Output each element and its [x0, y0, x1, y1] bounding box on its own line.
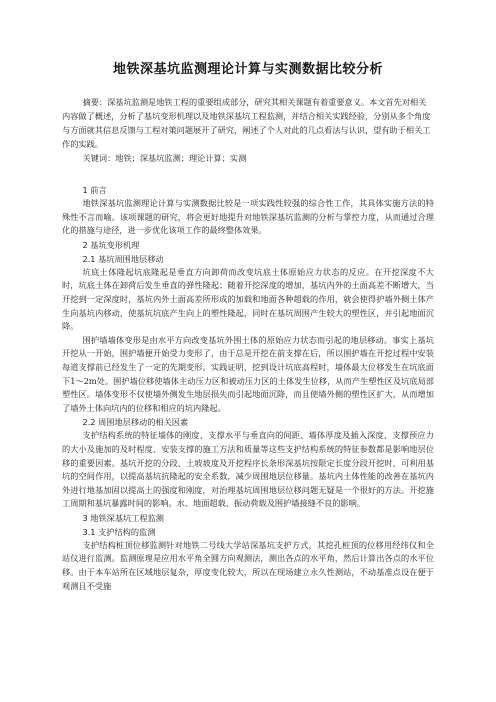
section-heading: 2.2 周围地层移动的相关因素	[82, 417, 189, 428]
section-heading: 3 地铁深基坑工程监测	[82, 512, 164, 523]
paragraph: 地铁深基坑监测理论计算与实测数据比较是一项实践性较强的综合性工作，其具体实施方法的特殊性不言而喻。该项课题的研究，将会更好地提升对地铁深基坑监测的分析与掌控力度，从而通过合理化的措施与途径，进一步优化该项工作的最终整体效果。	[62, 198, 434, 236]
paragraph: 支护结构系统的特征墙体的刚度、支撑水平与垂直向的间距、墙体厚度及插入深度、支撑预应力的大小及施加的及时程度、安装支撑的施工方法和质量等这些支护结构系统的特征参数都是影响地层位移的重要因素。基坑开挖的分段、土坡坡度及开挖程序长条形深基坑按限定长度分段开挖时，可利用基坑的空间作用，以提高基坑抗隆起的安全系数，减少周围地层位移量。基坑内土体性能的改善在基坑内外进行地基加固以提高土的强度和刚度，对治理基坑周围地层位移问题无疑是一个很好的方法。开挖施工周期和基坑暴露时间的影响。水、地面超载、振动荷载及围护墙接缝不良的影响。	[62, 430, 434, 509]
paragraph: 支护结构桩顶位移监测针对地铁二号线大学站深基坑支护方式，其挖孔桩顶的位移用经纬仪和全站仪进行监测。监测原理是应用水平角全圆方向观测法，测出各点的水平角，然后计算出各点的水平位移。由于本车站所在区域地层复杂，厚度变化较大，所以在现场建立永久性测站，不动基准点设在便于观测且不受施	[62, 539, 434, 591]
paper-body	[62, 183, 434, 593]
keywords: 关键词：地铁；深基坑监测；理论计算；实测	[82, 153, 247, 163]
section-heading: 3.1 支护结构的监测	[82, 526, 156, 537]
paragraph: 围护墙墙体变形是由水平方向改变基坑外围土体的原始应力状态而引起的地层移动。事实上基坑开挖从一开始，围护墙便开始受力变形了，由于总是开挖在前支撑在后，所以围护墙在开挖过程中安装每道支撑前已经发生了一定的先期变形。实践证明，挖到设计坑底高程时，墙体最大位移发生在坑底面下1～2m处。围护墙位移使墙体主动压力区和被动压力区的土体发生位移，从而产生塑性区及坑底局部塑性区。墙体变形不仅使墙外侧发生地层损失而引起地面沉降，而且使墙外侧的塑性区扩大，从而增加了墙外土体向坑内的位移和相应的坑内隆起。	[62, 334, 434, 413]
section-heading: 2 基坑变形机理	[82, 239, 140, 250]
section-heading: 2.1 基坑周围地层移动	[82, 253, 164, 264]
paper-title: 地铁深基坑监测理论计算与实测数据比较分析	[112, 62, 383, 77]
paragraph: 坑底土体隆起坑底隆起是垂直方向卸荷而改变坑底土体原始应力状态的反应。在开挖深度不大时，坑底土体在卸荷后发生垂直的弹性隆起；随着开挖深度的增加，基坑内外的土面高差不断增大，当开挖到一定深度时，基坑内外土面高差所形成的加载和地面各种超载的作用，就会使得护墙外侧土体产生向基坑内移动，使基坑坑底产生向上的塑性隆起，同时在基坑周围产生较大的塑性区，并引起地面沉降。	[62, 266, 434, 332]
abstract: 摘要：深基坑监测是地铁工程的重要组成部分，研究其相关课题有着重要意义。本文首先对相关内容做了概述，分析了基坑变形机理以及地铁深基坑工程监测，并结合相关实践经验，分别从多个角度与方面就其信息反馈与工程对策问题展开了研究，阐述了个人对此的几点看法与认识，望有助于相关工作的实践。	[62, 97, 431, 149]
section-heading: 1 前言	[82, 185, 107, 195]
